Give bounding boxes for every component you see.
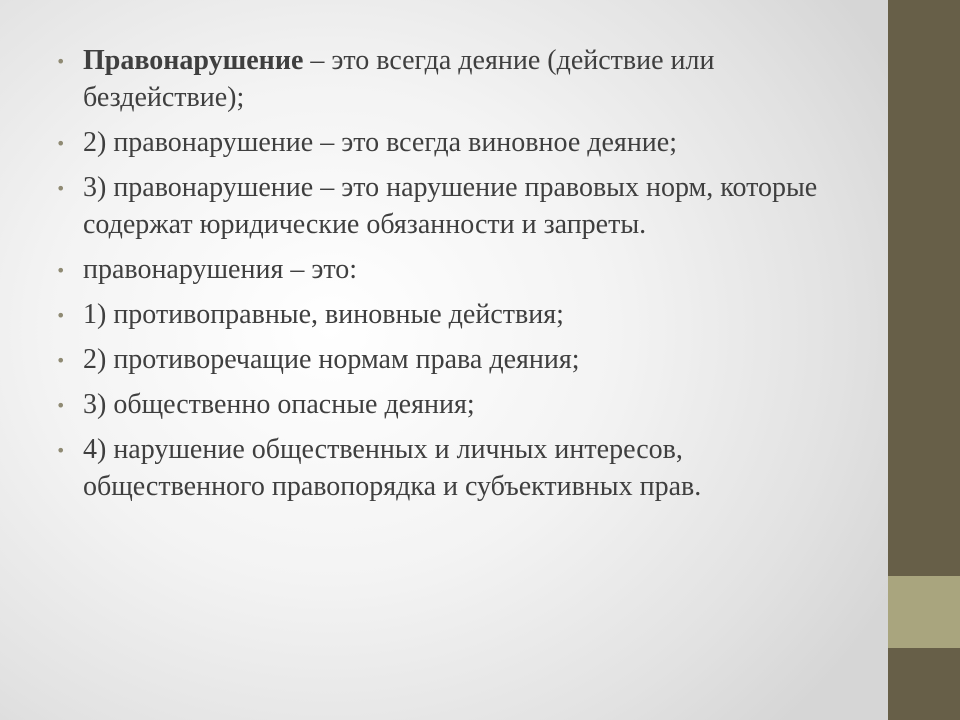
item-text: 4) нарушение общественных и личных интересов, общественного правопорядка и субъективных прав. bbox=[83, 434, 702, 502]
bullet-icon: • bbox=[56, 306, 66, 325]
side-decor-accent bbox=[888, 576, 960, 648]
list-item bbox=[55, 431, 855, 505]
list-item bbox=[55, 42, 855, 116]
bullet-icon: • bbox=[56, 261, 66, 280]
list-item bbox=[55, 169, 855, 243]
list-item bbox=[55, 251, 855, 288]
list-item bbox=[55, 296, 855, 333]
bullet-icon: • bbox=[56, 179, 66, 198]
item-text: 3) общественно опасные деяния; bbox=[83, 389, 475, 420]
bullet-icon: • bbox=[56, 396, 66, 415]
list-item bbox=[55, 386, 855, 423]
item-text: 2) правонарушение – это всегда виновное деяние; bbox=[83, 127, 677, 158]
item-text: – это всегда деяние (действие или бездействие); bbox=[83, 45, 715, 113]
bullet-list bbox=[55, 42, 855, 513]
term-bold: Правонарушение bbox=[83, 45, 304, 76]
item-text: 3) правонарушение – это нарушение правовых норм, которые содержат юридические обязанности и запреты. bbox=[83, 172, 818, 240]
bullet-icon: • bbox=[56, 134, 66, 153]
item-text: правонарушения – это: bbox=[83, 254, 357, 285]
item-text: 2) противоречащие нормам права деяния; bbox=[83, 344, 580, 375]
list-item bbox=[55, 124, 855, 161]
bullet-icon: • bbox=[56, 52, 66, 71]
item-text: 1) противоправные, виновные действия; bbox=[83, 299, 564, 330]
bullet-icon: • bbox=[56, 351, 66, 370]
list-item bbox=[55, 341, 855, 378]
bullet-icon: • bbox=[56, 441, 66, 460]
